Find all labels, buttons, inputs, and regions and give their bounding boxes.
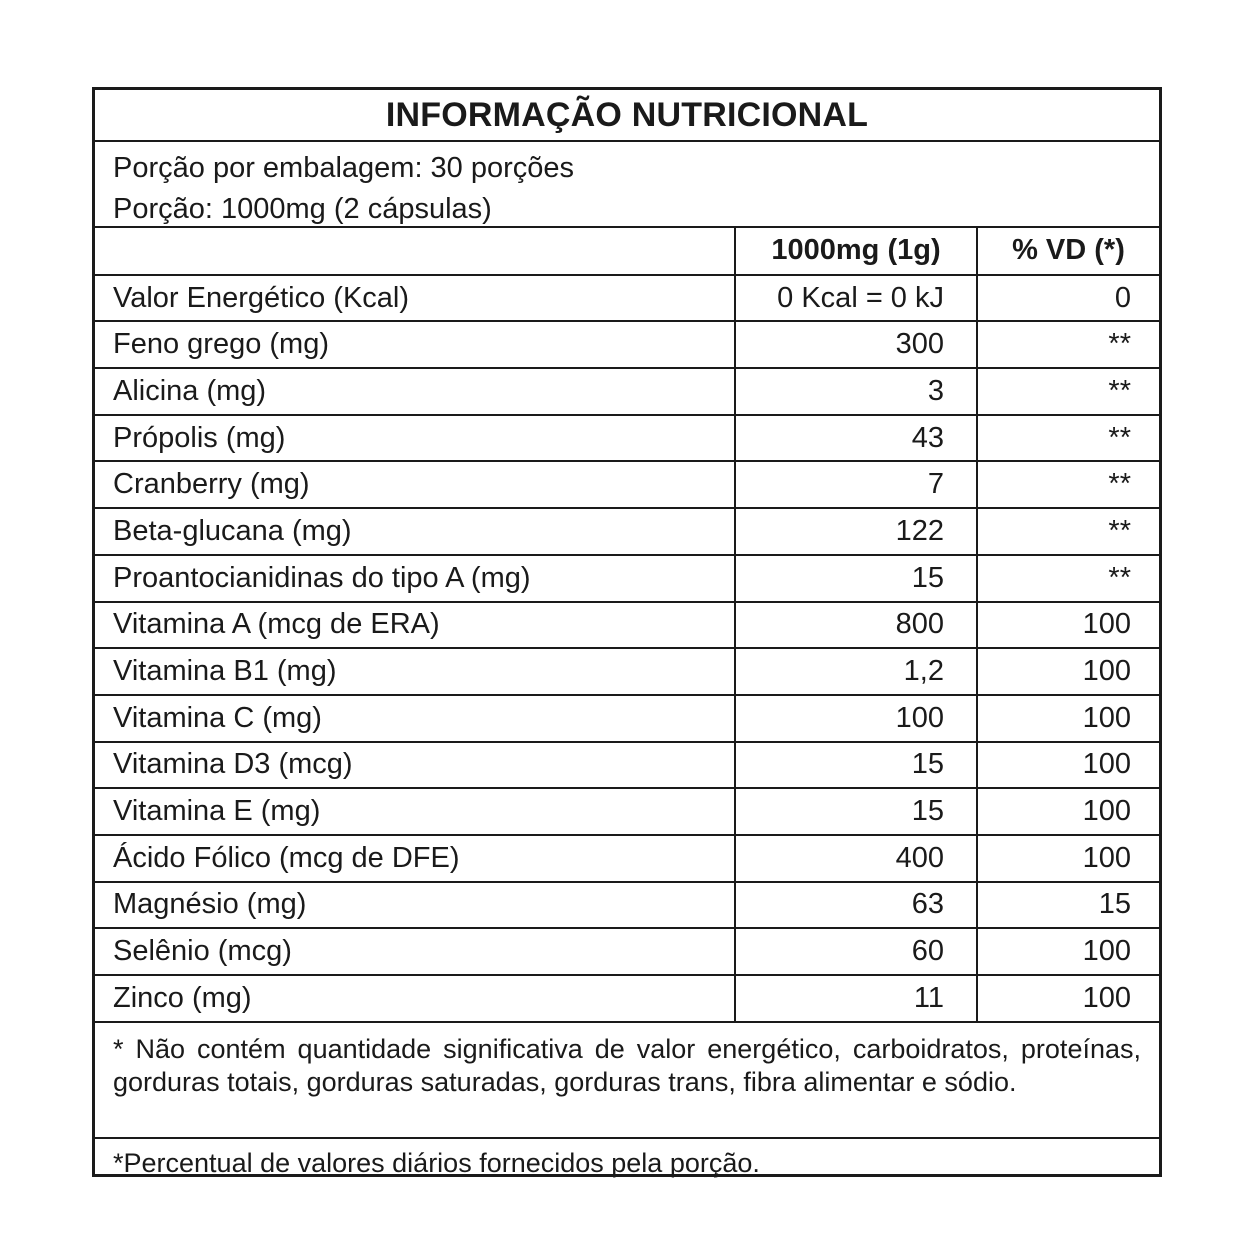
- nutrient-daily-value: **: [977, 415, 1159, 462]
- table-row: [95, 975, 1159, 1022]
- table-row: [95, 788, 1159, 835]
- nutrient-name: Própolis (mg): [95, 415, 735, 462]
- table-row: [95, 835, 1159, 882]
- table-row: [95, 415, 1159, 462]
- nutrient-daily-value: 100: [977, 928, 1159, 975]
- nutrient-amount: 63: [735, 882, 977, 929]
- table-row: [95, 928, 1159, 975]
- nutrient-amount: 11: [735, 975, 977, 1022]
- table-row: [95, 368, 1159, 415]
- nutrient-name: Vitamina B1 (mg): [95, 648, 735, 695]
- nutrient-daily-value: **: [977, 321, 1159, 368]
- nutrient-daily-value: **: [977, 461, 1159, 508]
- nutrient-name: Ácido Fólico (mcg de DFE): [95, 835, 735, 882]
- nutrient-amount: 3: [735, 368, 977, 415]
- table-row: [95, 602, 1159, 649]
- nutrient-amount: 15: [735, 742, 977, 789]
- nutrient-amount: 0 Kcal = 0 kJ: [735, 275, 977, 322]
- nutrient-amount: 43: [735, 415, 977, 462]
- portion-size: Porção: 1000mg (2 cápsulas): [113, 193, 492, 225]
- portions-per-package: Porção por embalagem: 30 porções: [113, 152, 575, 184]
- nutrient-amount: 7: [735, 461, 977, 508]
- nutrient-daily-value: **: [977, 368, 1159, 415]
- nutrition-facts-label: [92, 87, 1162, 1177]
- table-row: [95, 882, 1159, 929]
- nutrient-name: Magnésio (mg): [95, 882, 735, 929]
- nutrient-amount: 15: [735, 788, 977, 835]
- nutrient-daily-value: 100: [977, 835, 1159, 882]
- header-daily-value: % VD (*): [977, 228, 1159, 275]
- label-title: INFORMAÇÃO NUTRICIONAL: [95, 90, 1159, 142]
- table-row: [95, 742, 1159, 789]
- nutrient-name: Vitamina A (mcg de ERA): [95, 602, 735, 649]
- nutrient-table: [95, 228, 1159, 1023]
- nutrient-daily-value: **: [977, 508, 1159, 555]
- nutrient-name: Valor Energético (Kcal): [95, 275, 735, 322]
- nutrient-daily-value: 100: [977, 602, 1159, 649]
- nutrient-amount: 1,2: [735, 648, 977, 695]
- nutrient-amount: 800: [735, 602, 977, 649]
- nutrient-name: Selênio (mcg): [95, 928, 735, 975]
- nutrient-name: Proantocianidinas do tipo A (mg): [95, 555, 735, 602]
- nutrient-amount: 15: [735, 555, 977, 602]
- nutrient-table-body: [95, 228, 1159, 1022]
- table-row: [95, 508, 1159, 555]
- nutrient-daily-value: 100: [977, 695, 1159, 742]
- nutrient-amount: 300: [735, 321, 977, 368]
- nutrient-daily-value: **: [977, 555, 1159, 602]
- nutrient-daily-value: 0: [977, 275, 1159, 322]
- nutrient-amount: 60: [735, 928, 977, 975]
- nutrient-amount: 400: [735, 835, 977, 882]
- table-row: [95, 275, 1159, 322]
- footnote-not-significant: * Não contém quantidade significativa de valor energético, carboidratos, proteínas, gorduras totais, gorduras saturadas, gorduras trans, fibra alimentar e sódio.: [95, 1023, 1159, 1139]
- nutrient-amount: 100: [735, 695, 977, 742]
- header-nutrient: [95, 228, 735, 275]
- header-amount: 1000mg (1g): [735, 228, 977, 275]
- nutrient-daily-value: 100: [977, 975, 1159, 1022]
- nutrient-amount: 122: [735, 508, 977, 555]
- nutrient-daily-value: 100: [977, 788, 1159, 835]
- nutrient-name: Vitamina D3 (mcg): [95, 742, 735, 789]
- nutrient-name: Vitamina C (mg): [95, 695, 735, 742]
- nutrient-name: Alicina (mg): [95, 368, 735, 415]
- nutrient-daily-value: 100: [977, 742, 1159, 789]
- nutrient-name: Cranberry (mg): [95, 461, 735, 508]
- portion-info: [95, 142, 1159, 228]
- table-header-row: [95, 228, 1159, 275]
- footnote-daily-values: *Percentual de valores diários fornecidos pela porção.: [113, 1147, 760, 1178]
- table-row: [95, 648, 1159, 695]
- nutrient-daily-value: 15: [977, 882, 1159, 929]
- nutrient-name: Feno grego (mg): [95, 321, 735, 368]
- table-row: [95, 321, 1159, 368]
- nutrient-name: Beta-glucana (mg): [95, 508, 735, 555]
- table-row: [95, 695, 1159, 742]
- nutrient-name: Zinco (mg): [95, 975, 735, 1022]
- nutrient-name: Vitamina E (mg): [95, 788, 735, 835]
- table-row: [95, 461, 1159, 508]
- nutrient-daily-value: 100: [977, 648, 1159, 695]
- table-row: [95, 555, 1159, 602]
